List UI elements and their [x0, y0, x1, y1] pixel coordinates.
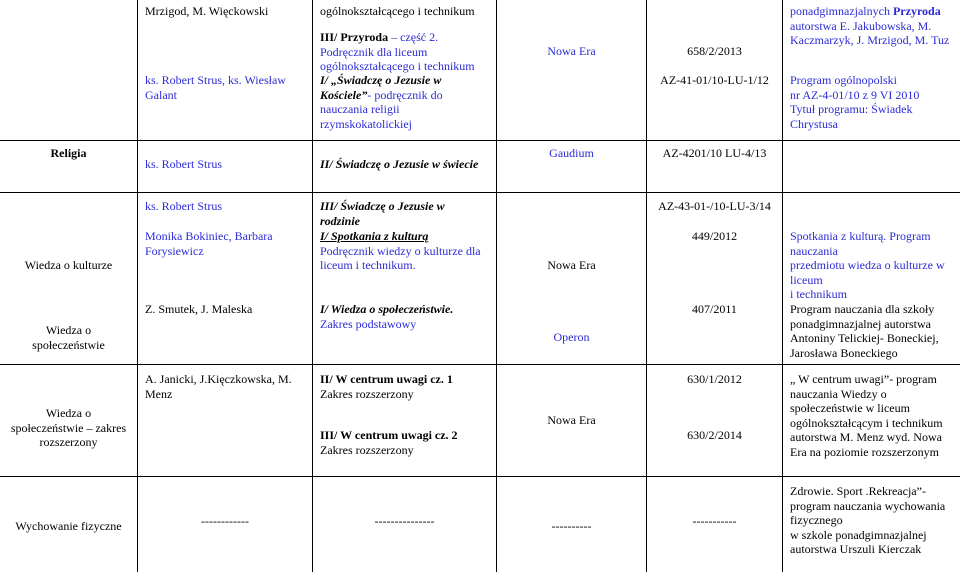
row-divider [0, 140, 960, 141]
textbook-title: III/ W centrum uwagi cz. 2 [320, 428, 458, 442]
publisher-cell: Nowa Era [547, 258, 596, 272]
column-divider [312, 0, 313, 572]
textbook-wos [320, 302, 496, 331]
subject-wychowanie-fizyczne: Wychowanie fizyczne [15, 519, 122, 533]
program-cell: Spotkania z kulturą. Program nauczania przedmiotu wiedza o kulturze w liceum i technikum [790, 229, 945, 301]
textbook-cell: II/ Świadczę o Jezusie w świecie [320, 157, 479, 171]
program-cell: „ W centrum uwagi”- program nauczania Wiedzy o społeczeństwie w liceum ogólnokształcącym i technikum autorstwa M. Menz wyd. Nowa Era na poziomie rozszerzonym [790, 372, 943, 459]
textbook-kultura [320, 229, 496, 273]
publisher-cell: ---------- [551, 519, 592, 533]
approval-number-cell: 630/2/2014 [687, 428, 742, 442]
textbook-title: I/ „Świadczę o Jezusie w Kościele” [320, 73, 442, 102]
textbook-religia-iii: III/ Świadczę o Jezusie w rodzinie [320, 199, 445, 228]
approval-number-cell: 449/2012 [691, 229, 738, 243]
textbook-description: Zakres rozszerzony [320, 386, 414, 401]
textbook-wos-2 [320, 428, 496, 457]
textbook-description: Podręcznik wiedzy o kulturze dla liceum i technikum. [320, 243, 481, 272]
row-divider [0, 476, 960, 477]
subject-wiedza-o-kulturze: Wiedza o kulturze [24, 258, 113, 272]
program-authors: autorstwa E. Jakubowska, M. Kaczmarzyk, J. Mrzigod, M. Tuz [790, 18, 950, 47]
authors-cell: ------------ [201, 514, 249, 528]
approval-number-cell: 658/2/2013 [687, 44, 742, 58]
approval-number-religia: AZ-41-01/10-LU-1/12 [660, 73, 769, 87]
publisher-cell: Nowa Era [547, 44, 596, 58]
publisher-cell: Nowa Era [547, 413, 596, 427]
row-divider [0, 192, 960, 193]
authors-cell: A. Janicki, J.Kięczkowska, M. Menz [145, 372, 292, 401]
approval-number-cell: 630/1/2012 [687, 372, 742, 386]
authors-religia: ks. Robert Strus, ks. Wiesław Galant [145, 73, 286, 102]
authors-cell: Mrzigod, M. Więckowski [145, 4, 269, 18]
subject-wiedza-o-spoleczenstwie: Wiedza o społeczeństwie [32, 323, 105, 352]
authors-cell: ks. Robert Strus [145, 157, 223, 171]
textbook-description: – część 2. Podręcznik dla liceum ogólnokształcącego i technikum [320, 30, 475, 73]
textbook-description: - podręcznik do nauczania religii rzymskokatolickiej [320, 87, 443, 131]
approval-number-religia-iii: AZ-43-01-/10-LU-3/14 [658, 199, 771, 213]
column-divider [782, 0, 783, 572]
approval-number-cell: AZ-4201/10 LU-4/13 [662, 146, 767, 160]
textbook-title: I/ Spotkania z kulturą [320, 229, 429, 243]
textbook-cell: ogólnokształcącego i technikum [320, 4, 475, 18]
textbook-wos-1 [320, 372, 496, 401]
program-subject: Przyroda [892, 4, 941, 18]
textbook-cell: --------------- [374, 514, 435, 528]
publisher-cell: Gaudium [549, 146, 594, 160]
authors-cell: Monika Bokiniec, Barbara Forysiewicz [145, 229, 273, 258]
textbook-title: III/ Przyroda [320, 30, 389, 44]
column-divider [137, 0, 138, 572]
program-przyroda [790, 4, 960, 48]
textbook-przyroda [320, 30, 496, 74]
textbook-religia [320, 73, 496, 131]
publisher-cell: Operon [553, 330, 590, 344]
textbook-description: Zakres podstawowy [320, 316, 417, 331]
program-religia: Program ogólnopolski nr AZ-4-01/10 z 9 VI 2010 Tytuł programu: Świadek Chrystusa [790, 73, 920, 131]
textbook-title: I/ Wiedza o społeczeństwie. [320, 302, 454, 316]
column-divider [496, 0, 497, 572]
program-cell: Zdrowie. Sport .Rekreacja”- program nauczania wychowania fizycznego w szkole ponadgimnazjalnej autorstwa Urszuli Kierczak [790, 484, 946, 556]
subject-wos-rozszerzony: Wiedza o społeczeństwie – zakres rozszerzony [10, 406, 127, 449]
authors-cell: Z. Smutek, J. Maleska [145, 302, 253, 316]
textbook-title: II/ W centrum uwagi cz. 1 [320, 372, 453, 386]
approval-number-cell: 407/2011 [692, 302, 737, 316]
approval-number-cell: ----------- [692, 514, 737, 528]
program-text: ponadgimnazjalnych [790, 4, 893, 18]
row-divider [0, 364, 960, 365]
subject-religia: Religia [50, 146, 87, 160]
authors-religia-iii: ks. Robert Strus [145, 199, 223, 213]
program-cell: Program nauczania dla szkoły ponadgimnazjalnej autorstwa Antoniny Telickiej- Boneckiej, Jarosława Boneckiego [790, 302, 939, 360]
textbook-description: Zakres rozszerzony [320, 442, 414, 457]
